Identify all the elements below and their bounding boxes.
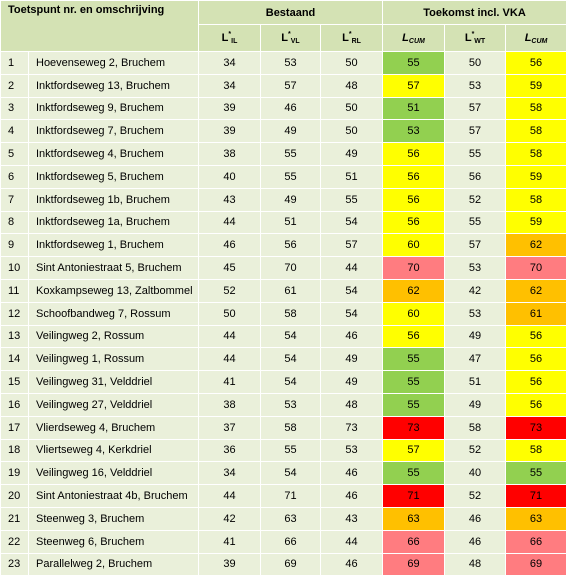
table-row <box>1 530 566 553</box>
value-rl: 50 <box>321 52 383 75</box>
value-cum-bestaand: 55 <box>383 371 445 394</box>
subheader-wt-4 <box>445 25 506 52</box>
value-wt: 40 <box>445 462 506 485</box>
value-rl: 46 <box>321 462 383 485</box>
row-number: 5 <box>1 143 29 166</box>
value-vl: 53 <box>261 393 321 416</box>
value-il: 36 <box>199 439 261 462</box>
value-rl: 54 <box>321 302 383 325</box>
table-row <box>1 211 566 234</box>
value-rl: 46 <box>321 553 383 576</box>
location-name: Inktfordseweg 13, Bruchem <box>29 74 199 97</box>
value-rl: 46 <box>321 485 383 508</box>
value-cum-bestaand: 56 <box>383 211 445 234</box>
value-wt: 55 <box>445 143 506 166</box>
value-rl: 48 <box>321 74 383 97</box>
subheader-symbol: L <box>525 32 532 44</box>
location-name: Inktfordseweg 1b, Bruchem <box>29 188 199 211</box>
value-wt: 56 <box>445 165 506 188</box>
value-cum-toekomst: 69 <box>506 553 566 576</box>
table-row <box>1 279 566 302</box>
table-row <box>1 553 566 576</box>
table-row <box>1 143 566 166</box>
value-il: 34 <box>199 462 261 485</box>
value-cum-toekomst: 58 <box>506 188 566 211</box>
value-il: 46 <box>199 234 261 257</box>
value-cum-toekomst: 59 <box>506 74 566 97</box>
value-cum-bestaand: 71 <box>383 485 445 508</box>
value-il: 45 <box>199 257 261 280</box>
value-rl: 55 <box>321 188 383 211</box>
location-name: Inktfordseweg 7, Bruchem <box>29 120 199 143</box>
value-il: 37 <box>199 416 261 439</box>
subheader-rl-2 <box>321 25 383 52</box>
location-name: Veilingweg 27, Velddriel <box>29 393 199 416</box>
value-wt: 42 <box>445 279 506 302</box>
value-il: 39 <box>199 553 261 576</box>
subheader-sup: * <box>288 31 291 38</box>
value-wt: 51 <box>445 371 506 394</box>
row-number: 10 <box>1 257 29 280</box>
value-cum-toekomst: 61 <box>506 302 566 325</box>
location-name: Hoevenseweg 2, Bruchem <box>29 52 199 75</box>
header-toetspunt: Toetspunt nr. en omschrijving <box>1 1 199 52</box>
value-cum-toekomst: 58 <box>506 439 566 462</box>
value-cum-bestaand: 60 <box>383 302 445 325</box>
value-il: 44 <box>199 211 261 234</box>
table-row <box>1 302 566 325</box>
value-cum-bestaand: 55 <box>383 462 445 485</box>
value-cum-toekomst: 73 <box>506 416 566 439</box>
location-name: Inktfordseweg 4, Bruchem <box>29 143 199 166</box>
value-vl: 54 <box>261 348 321 371</box>
location-name: Vliertseweg 4, Kerkdriel <box>29 439 199 462</box>
value-il: 52 <box>199 279 261 302</box>
value-rl: 73 <box>321 416 383 439</box>
value-cum-toekomst: 58 <box>506 97 566 120</box>
value-wt: 46 <box>445 530 506 553</box>
value-il: 38 <box>199 143 261 166</box>
value-vl: 54 <box>261 462 321 485</box>
value-wt: 58 <box>445 416 506 439</box>
value-cum-toekomst: 56 <box>506 393 566 416</box>
value-il: 44 <box>199 485 261 508</box>
value-rl: 44 <box>321 257 383 280</box>
header-bestaand: Bestaand <box>199 1 383 25</box>
value-cum-toekomst: 56 <box>506 371 566 394</box>
value-vl: 63 <box>261 507 321 530</box>
value-rl: 50 <box>321 97 383 120</box>
value-il: 41 <box>199 371 261 394</box>
value-rl: 44 <box>321 530 383 553</box>
value-vl: 70 <box>261 257 321 280</box>
table-row <box>1 188 566 211</box>
row-number: 11 <box>1 279 29 302</box>
table-row <box>1 462 566 485</box>
value-rl: 48 <box>321 393 383 416</box>
location-name: Parallelweg 2, Bruchem <box>29 553 199 576</box>
table-row <box>1 439 566 462</box>
value-cum-bestaand: 56 <box>383 143 445 166</box>
subheader-symbol: L <box>465 32 472 44</box>
value-rl: 51 <box>321 165 383 188</box>
value-cum-bestaand: 62 <box>383 279 445 302</box>
value-cum-bestaand: 55 <box>383 348 445 371</box>
location-name: Inktfordseweg 1, Bruchem <box>29 234 199 257</box>
subheader-cum-3 <box>383 25 445 52</box>
row-number: 7 <box>1 188 29 211</box>
table-row <box>1 507 566 530</box>
location-name: Steenweg 3, Bruchem <box>29 507 199 530</box>
value-wt: 52 <box>445 188 506 211</box>
value-wt: 49 <box>445 325 506 348</box>
value-rl: 54 <box>321 211 383 234</box>
value-cum-toekomst: 62 <box>506 234 566 257</box>
value-vl: 55 <box>261 439 321 462</box>
value-wt: 57 <box>445 97 506 120</box>
subheader-il-0 <box>199 25 261 52</box>
value-cum-bestaand: 60 <box>383 234 445 257</box>
value-cum-bestaand: 53 <box>383 120 445 143</box>
value-vl: 58 <box>261 302 321 325</box>
value-rl: 50 <box>321 120 383 143</box>
location-name: Inktfordseweg 1a, Bruchem <box>29 211 199 234</box>
value-cum-toekomst: 66 <box>506 530 566 553</box>
row-number: 13 <box>1 325 29 348</box>
location-name: Veilingweg 2, Rossum <box>29 325 199 348</box>
location-name: Steenweg 6, Bruchem <box>29 530 199 553</box>
value-vl: 58 <box>261 416 321 439</box>
subheader-sup: * <box>472 31 475 38</box>
row-number: 4 <box>1 120 29 143</box>
value-wt: 53 <box>445 302 506 325</box>
value-vl: 71 <box>261 485 321 508</box>
value-cum-toekomst: 56 <box>506 325 566 348</box>
location-name: Veilingweg 1, Rossum <box>29 348 199 371</box>
table-row <box>1 416 566 439</box>
value-cum-bestaand: 57 <box>383 439 445 462</box>
table-header <box>1 1 566 52</box>
table-row <box>1 165 566 188</box>
value-il: 40 <box>199 165 261 188</box>
value-cum-toekomst: 59 <box>506 211 566 234</box>
table-body <box>1 52 566 576</box>
value-wt: 49 <box>445 393 506 416</box>
value-cum-bestaand: 57 <box>383 74 445 97</box>
subheader-subscript: IL <box>231 38 237 45</box>
value-cum-bestaand: 56 <box>383 188 445 211</box>
value-il: 41 <box>199 530 261 553</box>
value-il: 42 <box>199 507 261 530</box>
value-wt: 48 <box>445 553 506 576</box>
row-number: 2 <box>1 74 29 97</box>
table-row <box>1 52 566 75</box>
table-row <box>1 97 566 120</box>
value-vl: 46 <box>261 97 321 120</box>
subheader-subscript: WT <box>474 38 485 45</box>
value-il: 34 <box>199 52 261 75</box>
subheader-symbol: L <box>281 32 288 44</box>
value-wt: 47 <box>445 348 506 371</box>
value-vl: 66 <box>261 530 321 553</box>
value-vl: 55 <box>261 165 321 188</box>
subheader-subscript: RL <box>352 38 361 45</box>
table-row <box>1 120 566 143</box>
table-row <box>1 325 566 348</box>
value-vl: 53 <box>261 52 321 75</box>
value-rl: 54 <box>321 279 383 302</box>
row-number: 15 <box>1 371 29 394</box>
value-il: 39 <box>199 97 261 120</box>
value-cum-toekomst: 55 <box>506 462 566 485</box>
value-cum-bestaand: 51 <box>383 97 445 120</box>
value-vl: 61 <box>261 279 321 302</box>
value-wt: 52 <box>445 485 506 508</box>
value-wt: 53 <box>445 257 506 280</box>
value-cum-toekomst: 63 <box>506 507 566 530</box>
value-vl: 54 <box>261 371 321 394</box>
location-name: Inktfordseweg 9, Bruchem <box>29 97 199 120</box>
value-rl: 57 <box>321 234 383 257</box>
value-rl: 46 <box>321 325 383 348</box>
row-number: 21 <box>1 507 29 530</box>
table-row <box>1 371 566 394</box>
value-vl: 57 <box>261 74 321 97</box>
row-number: 17 <box>1 416 29 439</box>
subheader-symbol: L <box>222 32 229 44</box>
table-row <box>1 348 566 371</box>
row-number: 8 <box>1 211 29 234</box>
location-name: Vlierdseweg 4, Bruchem <box>29 416 199 439</box>
value-il: 39 <box>199 120 261 143</box>
row-number: 12 <box>1 302 29 325</box>
value-vl: 55 <box>261 143 321 166</box>
value-rl: 49 <box>321 143 383 166</box>
value-cum-bestaand: 56 <box>383 165 445 188</box>
subheader-sup: * <box>228 31 231 38</box>
row-number: 1 <box>1 52 29 75</box>
value-cum-bestaand: 55 <box>383 52 445 75</box>
row-number: 23 <box>1 553 29 576</box>
row-number: 9 <box>1 234 29 257</box>
value-cum-bestaand: 73 <box>383 416 445 439</box>
value-vl: 49 <box>261 188 321 211</box>
subheader-symbol: L <box>342 32 349 44</box>
row-number: 16 <box>1 393 29 416</box>
subheader-sup: * <box>349 31 352 38</box>
value-cum-bestaand: 70 <box>383 257 445 280</box>
subheader-symbol: L <box>402 32 409 44</box>
value-rl: 53 <box>321 439 383 462</box>
table-row <box>1 74 566 97</box>
value-cum-toekomst: 62 <box>506 279 566 302</box>
value-cum-toekomst: 58 <box>506 143 566 166</box>
value-cum-toekomst: 71 <box>506 485 566 508</box>
value-cum-bestaand: 63 <box>383 507 445 530</box>
value-wt: 52 <box>445 439 506 462</box>
row-number: 19 <box>1 462 29 485</box>
value-il: 43 <box>199 188 261 211</box>
row-number: 22 <box>1 530 29 553</box>
location-name: Koxkampseweg 13, Zaltbommel <box>29 279 199 302</box>
value-rl: 49 <box>321 348 383 371</box>
value-il: 44 <box>199 325 261 348</box>
table-row <box>1 393 566 416</box>
table-row <box>1 257 566 280</box>
value-il: 50 <box>199 302 261 325</box>
subheader-subscript: CUM <box>531 38 547 45</box>
location-name: Veilingweg 16, Velddriel <box>29 462 199 485</box>
subheader-subscript: CUM <box>409 38 425 45</box>
row-number: 3 <box>1 97 29 120</box>
value-cum-toekomst: 59 <box>506 165 566 188</box>
value-wt: 46 <box>445 507 506 530</box>
value-vl: 69 <box>261 553 321 576</box>
value-vl: 49 <box>261 120 321 143</box>
value-vl: 54 <box>261 325 321 348</box>
value-cum-toekomst: 70 <box>506 257 566 280</box>
value-vl: 51 <box>261 211 321 234</box>
row-number: 6 <box>1 165 29 188</box>
location-name: Sint Antoniestraat 5, Bruchem <box>29 257 199 280</box>
value-wt: 57 <box>445 120 506 143</box>
header-toekomst: Toekomst incl. VKA <box>383 1 566 25</box>
value-wt: 50 <box>445 52 506 75</box>
table-row <box>1 485 566 508</box>
value-cum-toekomst: 58 <box>506 120 566 143</box>
table-row <box>1 234 566 257</box>
value-wt: 55 <box>445 211 506 234</box>
row-number: 14 <box>1 348 29 371</box>
value-il: 44 <box>199 348 261 371</box>
value-cum-toekomst: 56 <box>506 348 566 371</box>
row-number: 18 <box>1 439 29 462</box>
value-cum-bestaand: 56 <box>383 325 445 348</box>
subheader-subscript: VL <box>291 38 300 45</box>
value-rl: 43 <box>321 507 383 530</box>
location-name: Veilingweg 31, Velddriel <box>29 371 199 394</box>
value-rl: 49 <box>321 371 383 394</box>
value-cum-bestaand: 55 <box>383 393 445 416</box>
location-name: Inktfordseweg 5, Bruchem <box>29 165 199 188</box>
value-il: 38 <box>199 393 261 416</box>
subheader-cum-5 <box>506 25 566 52</box>
value-cum-bestaand: 69 <box>383 553 445 576</box>
value-wt: 57 <box>445 234 506 257</box>
location-name: Sint Antoniestraat 4b, Bruchem <box>29 485 199 508</box>
value-il: 34 <box>199 74 261 97</box>
subheader-vl-1 <box>261 25 321 52</box>
value-cum-toekomst: 56 <box>506 52 566 75</box>
value-cum-bestaand: 66 <box>383 530 445 553</box>
value-vl: 56 <box>261 234 321 257</box>
value-wt: 53 <box>445 74 506 97</box>
location-name: Schoofbandweg 7, Rossum <box>29 302 199 325</box>
row-number: 20 <box>1 485 29 508</box>
